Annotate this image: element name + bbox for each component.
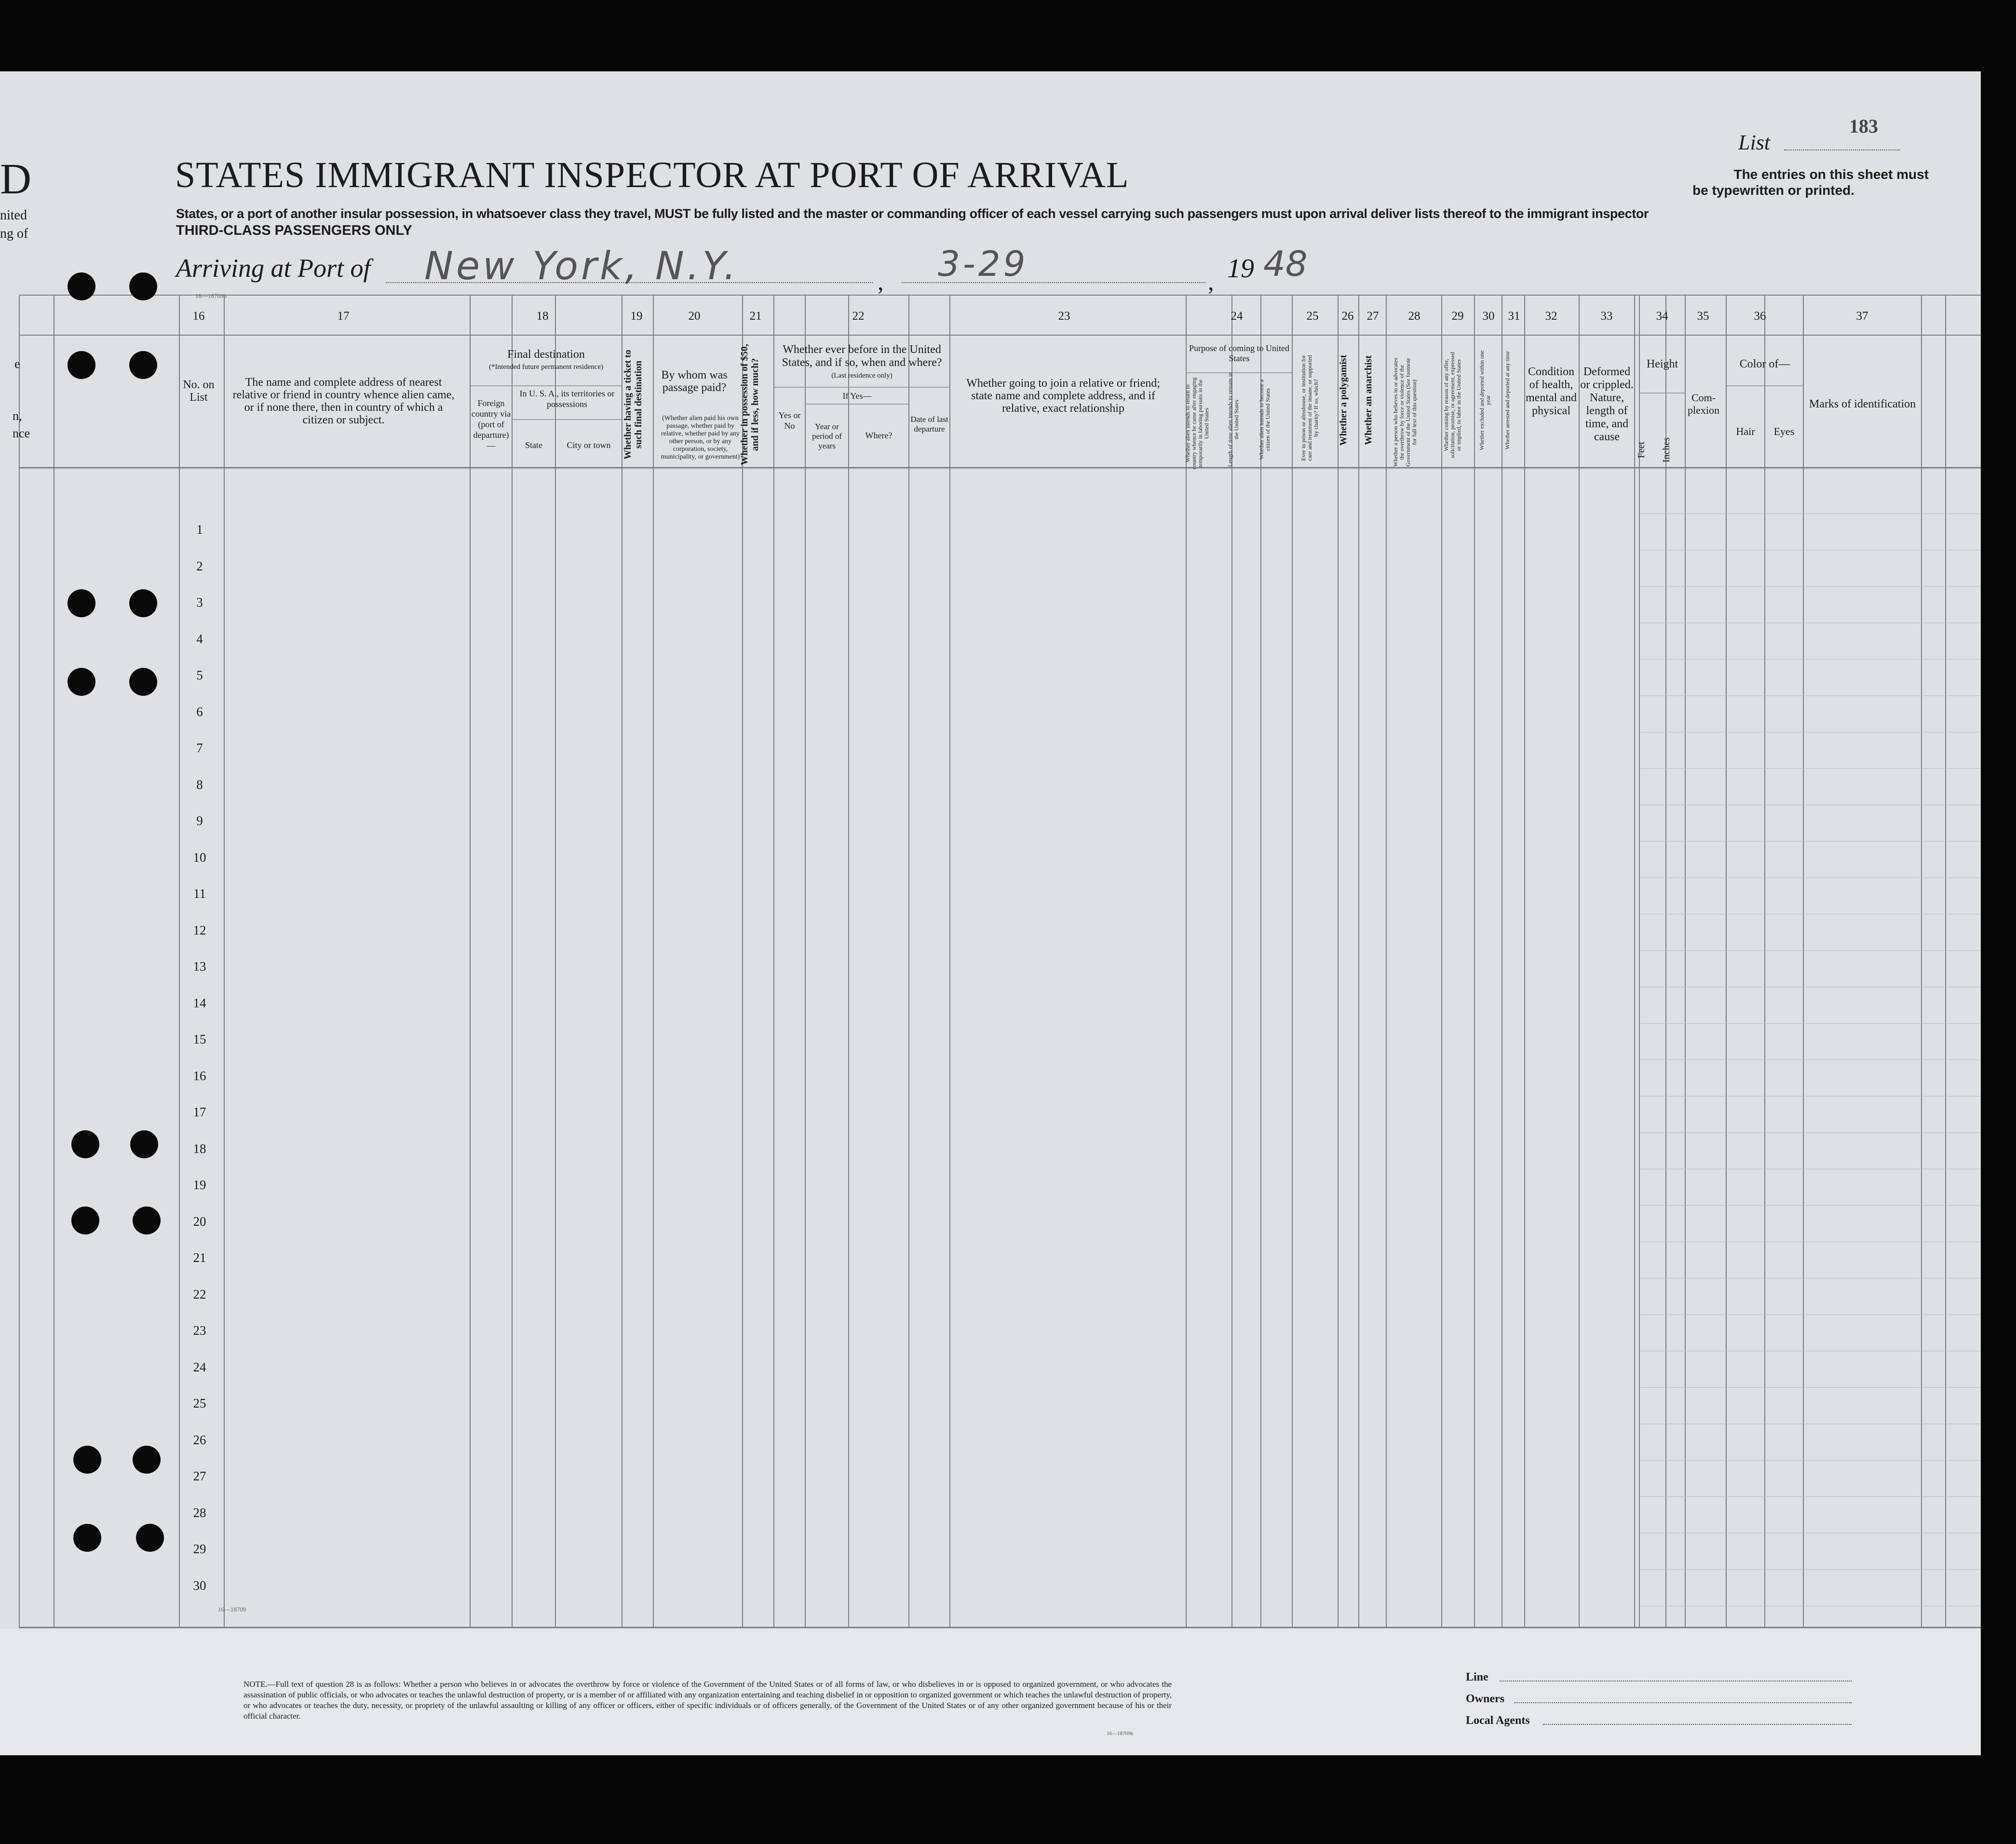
col-num-29: 29 xyxy=(1451,310,1464,323)
col-header-22: Whether ever before in the United States, and if so, when and where? xyxy=(782,343,942,369)
col-num-26: 26 xyxy=(1341,310,1354,323)
col-header-17: The name and complete address of nearest relative or friend in country whence alien came, or if none there, then in country of which a citizen or subject. xyxy=(232,376,455,426)
row-number: 3 xyxy=(196,595,203,610)
punch-hole xyxy=(130,1130,158,1158)
left-edge-line: n, xyxy=(13,409,22,423)
col-header-18-usa: In U. S. A., its territories or possessions xyxy=(519,389,615,409)
punch-hole xyxy=(129,272,157,300)
left-edge-line: ng of xyxy=(0,226,28,241)
col-num-25: 25 xyxy=(1306,310,1319,323)
arriving-year-prefix: 19 xyxy=(1227,254,1254,284)
col-header-27: Whether an anarchist xyxy=(1363,355,1374,445)
punch-hole xyxy=(129,668,157,696)
col-num-34: 34 xyxy=(1656,310,1668,323)
col-header-36: Color of— xyxy=(1739,358,1790,370)
left-edge-line: e xyxy=(14,357,20,371)
col-num-19: 19 xyxy=(630,310,643,323)
col-num-30: 30 xyxy=(1482,310,1495,323)
list-number-line xyxy=(1784,149,1900,150)
row-number: 9 xyxy=(196,814,203,828)
col-header-16: No. on List xyxy=(183,379,215,404)
punch-hole xyxy=(129,351,157,379)
col-num-23: 23 xyxy=(1058,310,1070,323)
row-number: 11 xyxy=(193,886,206,901)
col-header-22-where: Where? xyxy=(865,431,893,440)
arriving-date: 3-29 xyxy=(938,244,1028,284)
row-number: 22 xyxy=(193,1287,206,1302)
col-num-21: 21 xyxy=(749,310,762,323)
col-num-18: 18 xyxy=(536,310,549,323)
row-number: 1 xyxy=(196,522,203,537)
col-header-24-c: Whether alien intends to become a citizen of the United States xyxy=(1258,379,1271,460)
row-number: 16 xyxy=(193,1068,206,1083)
footnote: NOTE.—Full text of question 28 is as follows: Whether a person who believes in or advocates the overthrow by force or violence of the Government of the United States or of all forms of law, or who disbelieves in or is opposed to organized government, or who advocates the assassination of public officials, or who advocates or teaches the unlawful destruction of property, or is a member of or affiliated with any organization entertaining and teaching disbelief in or opposition to organized government or which teaches the unlawful destruction of property, or who advocates or teaches the duty, necessity, or propriety of the unlawful assaulting or killing of any officer or officers, either of specific individuals or of officers generally, of the Government of the United States or of any other organized government because of his or their official character. xyxy=(244,1680,1172,1721)
form-number-note: 16—18709b xyxy=(1107,1731,1133,1736)
col-header-34: Height xyxy=(1646,358,1678,370)
punch-hole xyxy=(68,351,95,379)
comma: , xyxy=(878,268,884,295)
punch-hole xyxy=(68,589,95,617)
row-number: 18 xyxy=(193,1141,206,1156)
left-edge-line: nce xyxy=(13,426,30,440)
col-header-24-b: Length of time alien intends to remain in the United States xyxy=(1227,372,1240,467)
row-number: 6 xyxy=(196,704,203,719)
row-number: 29 xyxy=(193,1542,206,1556)
col-header-34-inches: Inches xyxy=(1661,437,1672,463)
col-header-21: Whether in possession of $50, and if less, how much? xyxy=(739,344,760,465)
punch-hole xyxy=(136,1524,164,1552)
arriving-port: New York, N.Y. xyxy=(424,244,739,288)
row-number: 25 xyxy=(193,1396,206,1410)
col-num-35: 35 xyxy=(1697,310,1709,323)
form-number-bottom: 16—18709 xyxy=(218,1606,246,1613)
notice-line: The entries on this sheet must xyxy=(1733,167,1929,182)
notice-line: be typewritten or printed. xyxy=(1692,183,1855,198)
owners-field[interactable] xyxy=(1514,1702,1852,1703)
punch-hole xyxy=(133,1446,161,1474)
left-edge-lines xyxy=(13,407,30,442)
col-num-27: 27 xyxy=(1367,310,1379,323)
col-header-22-sub: (Last residence only) xyxy=(831,372,893,380)
arriving-label: Arriving at Port of xyxy=(176,254,371,283)
col-header-36-hair: Hair xyxy=(1736,425,1755,437)
local-agents-field[interactable] xyxy=(1543,1724,1852,1725)
row-number: 13 xyxy=(193,959,206,974)
col-header-34-feet: Feet xyxy=(1636,441,1647,459)
punch-hole xyxy=(68,668,95,696)
col-num-17: 17 xyxy=(337,310,350,323)
col-header-18-sub: (*Intended future permanent residence) xyxy=(489,363,603,371)
row-number: 4 xyxy=(196,631,203,646)
col-header-19: Whether having a ticket to such final destination xyxy=(622,350,644,460)
col-header-35: Com-plexion xyxy=(1688,392,1719,416)
row-number: 5 xyxy=(196,668,203,682)
col-header-31: Whether arrested and deported at any time xyxy=(1504,351,1511,449)
instruction-line: States, or a port of another insular possession, in whatsoever class they travel, MUST be fully listed and the master or commanding officer of each vessel carrying such passengers must upon arrival deliver lists thereof to the immigrant inspector xyxy=(176,206,1649,221)
col-header-36-eyes: Eyes xyxy=(1773,425,1795,437)
col-header-22-period: Year or period of years xyxy=(812,422,842,450)
col-num-16: 16 xyxy=(192,310,205,323)
punch-hole xyxy=(73,1524,101,1552)
col-header-24-a: Whether alien intends to return to country whence he came after engaging temporarily in laboring pursuits in the United States xyxy=(1184,377,1210,470)
punch-hole xyxy=(73,1446,101,1474)
col-header-28: Whether a person who believes in or advocates the overthrow by force or violence of the Government of the United States (See footnote for full text of this question) xyxy=(1392,357,1418,467)
col-header-32: Condition of health, mental and physical xyxy=(1526,366,1577,417)
row-number: 27 xyxy=(193,1469,206,1483)
row-number: 17 xyxy=(193,1105,206,1119)
col-header-23: Whether going to join a relative or friend; state name and complete address, and if relative, exact relationship xyxy=(966,377,1160,415)
page-title: STATES IMMIGRANT INSPECTOR AT PORT OF ARRIVAL xyxy=(175,155,1129,195)
punch-hole xyxy=(133,1207,161,1234)
row-number: 10 xyxy=(193,850,206,865)
col-header-18-city: City or town xyxy=(567,440,611,450)
row-number: 26 xyxy=(193,1432,206,1447)
col-header-20: By whom was passage paid? xyxy=(661,369,728,394)
col-header-18-foreign: Foreign country via (port of departure)— xyxy=(471,398,511,450)
owners-label: Owners xyxy=(1466,1693,1504,1705)
col-header-24: Purpose of coming to United States xyxy=(1189,343,1289,363)
row-number: 2 xyxy=(196,558,203,573)
list-label: List xyxy=(1738,131,1771,154)
row-number: 14 xyxy=(193,995,206,1010)
col-header-22-date: Date of last departure xyxy=(910,415,948,434)
col-num-32: 32 xyxy=(1545,310,1557,323)
left-edge-title-fragment: D xyxy=(0,155,31,203)
row-number: 19 xyxy=(193,1178,206,1192)
left-edge-text-fragment xyxy=(0,206,28,243)
local-agents-label: Local Agents xyxy=(1466,1714,1530,1727)
col-num-28: 28 xyxy=(1408,310,1421,323)
col-header-37: Marks of identification xyxy=(1809,398,1916,410)
col-num-33: 33 xyxy=(1600,310,1613,323)
class-line: THIRD-CLASS PASSENGERS ONLY xyxy=(176,223,412,238)
form-number-top: 16—18709b xyxy=(195,292,227,299)
col-header-22-ifyes: If Yes— xyxy=(842,391,872,401)
row-number: 28 xyxy=(193,1505,206,1520)
left-edge-line: nited xyxy=(0,208,27,223)
col-num-20: 20 xyxy=(688,310,701,323)
line-label: Line xyxy=(1466,1671,1488,1683)
row-number: 20 xyxy=(193,1214,206,1229)
col-header-29: Whether coming by reason of any offer, solicitation, promise, or agreement, expressed or implied, to labor in the United States xyxy=(1443,352,1462,459)
typewritten-notice xyxy=(1692,166,1929,198)
row-number: 23 xyxy=(193,1323,206,1338)
col-header-26: Whether a polygamist xyxy=(1338,354,1349,446)
row-number: 7 xyxy=(196,741,203,755)
list-number: 183 xyxy=(1849,115,1878,137)
comma: , xyxy=(1208,268,1214,295)
col-header-18-state: State xyxy=(525,440,542,450)
row-number: 30 xyxy=(193,1578,206,1593)
col-header-30: Whether excluded and deported within one year xyxy=(1478,350,1491,450)
col-num-24: 24 xyxy=(1231,310,1243,323)
col-num-22: 22 xyxy=(852,310,865,323)
row-number: 15 xyxy=(193,1032,206,1046)
col-header-22-yesno: Yes or No xyxy=(778,410,801,431)
row-number: 12 xyxy=(193,922,206,937)
col-header-25: Ever in prison or almshouse, or institution for care and treatment of the insane, or supported by charity? If so, which? xyxy=(1300,355,1319,461)
col-num-36: 36 xyxy=(1754,310,1766,323)
punch-hole xyxy=(71,1130,99,1158)
punch-hole xyxy=(68,272,95,300)
col-header-18: Final destination xyxy=(507,348,585,361)
col-num-37: 37 xyxy=(1856,310,1868,323)
col-header-20-sub: (Whether alien paid his own passage, whether paid by relative, whether paid by any other person, or by any corporation, society, municipality, or government) xyxy=(661,415,740,461)
row-number: 8 xyxy=(196,777,203,792)
row-number: 24 xyxy=(193,1359,206,1374)
punch-hole xyxy=(129,589,157,617)
col-header-33: Deformed or crippled. Nature, length of time, and cause xyxy=(1580,366,1634,443)
row-number: 21 xyxy=(193,1250,206,1265)
arriving-year-suffix: 48 xyxy=(1263,244,1308,284)
punch-hole xyxy=(71,1207,99,1234)
col-num-31: 31 xyxy=(1508,310,1520,323)
